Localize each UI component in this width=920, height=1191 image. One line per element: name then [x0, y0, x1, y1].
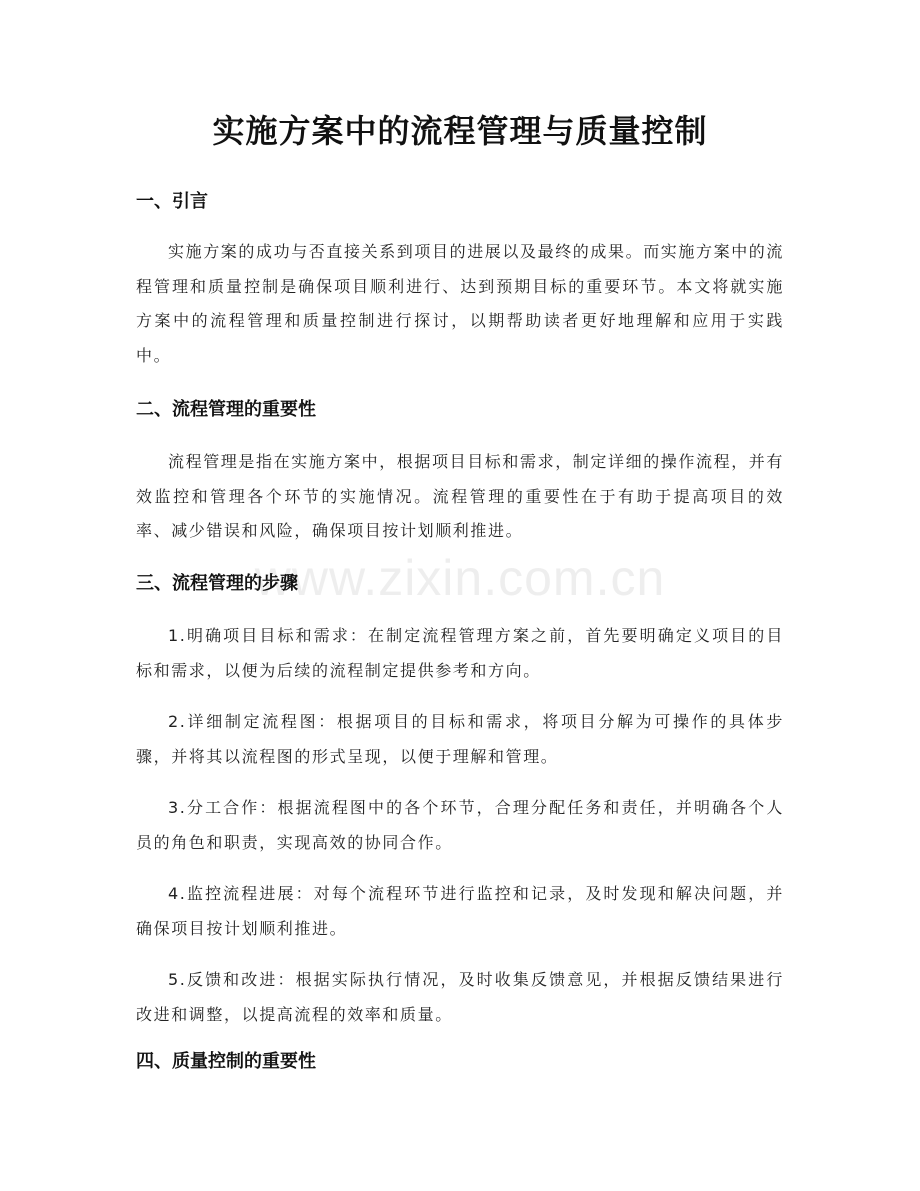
paragraph-intro: 实施方案的成功与否直接关系到项目的进展以及最终的成果。而实施方案中的流程管理和质量控制是确保项目顺利进行、达到预期目标的重要环节。本文将就实施方案中的流程管理和质量控制进行探讨，以期帮助读者更好地理解和应用于实践中。 — [136, 242, 785, 365]
list-item-step-5: 5.反馈和改进：根据实际执行情况，及时收集反馈意见，并根据反馈结果进行改进和调整，以提高流程的效率和质量。 — [136, 970, 784, 1024]
list-item-step-2: 2.详细制定流程图：根据项目的目标和需求，将项目分解为可操作的具体步骤，并将其以流程图的形式呈现，以便于理解和管理。 — [136, 712, 784, 766]
list-item-step-4: 4.监控流程进展：对每个流程环节进行监控和记录，及时发现和解决问题，并确保项目按计划顺利推进。 — [136, 884, 784, 938]
section-heading-intro: 一、引言 — [136, 191, 208, 212]
section-heading-quality: 四、质量控制的重要性 — [136, 1051, 316, 1072]
section-heading-steps: 三、流程管理的步骤 — [136, 573, 298, 594]
page-title: 实施方案中的流程管理与质量控制 — [212, 112, 708, 150]
paragraph-importance: 流程管理是指在实施方案中，根据项目目标和需求，制定详细的操作流程，并有效监控和管理各个环节的实施情况。流程管理的重要性在于有助于提高项目的效率、减少错误和风险，确保项目按计划顺利推进。 — [136, 452, 785, 540]
watermark: www.zixin.com.cn — [254, 550, 666, 606]
section-heading-importance: 二、流程管理的重要性 — [136, 399, 316, 420]
list-item-step-3: 3.分工合作：根据流程图中的各个环节，合理分配任务和责任，并明确各个人员的角色和职责，实现高效的协同合作。 — [136, 798, 784, 852]
list-item-step-1: 1.明确项目目标和需求：在制定流程管理方案之前，首先要明确定义项目的目标和需求，以便为后续的流程制定提供参考和方向。 — [136, 626, 784, 680]
